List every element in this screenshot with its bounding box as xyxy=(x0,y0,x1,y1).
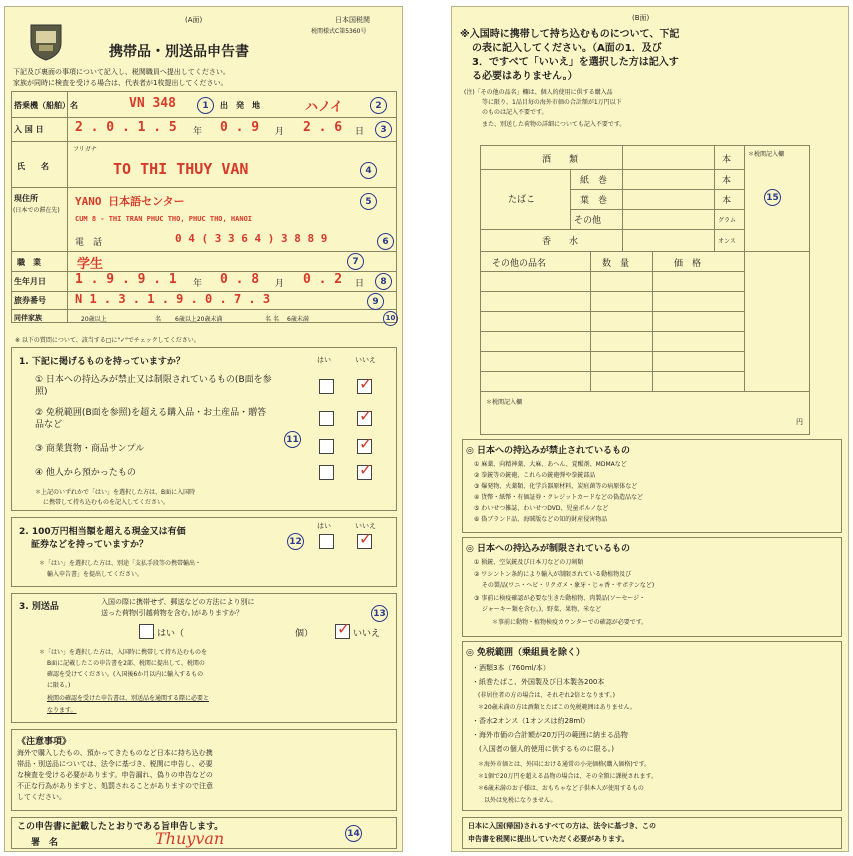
q1-2-yes-checkbox[interactable] xyxy=(319,411,334,426)
question-intro: ※ 以下の質問について、該当する□に"✓"でチェックしてください。 xyxy=(15,337,200,344)
q1-no-header: いいえ xyxy=(355,356,376,364)
family-label: 同伴家族 xyxy=(14,314,42,322)
q1-4-no-checkbox[interactable] xyxy=(357,460,373,480)
marker-14: 14 xyxy=(345,825,362,842)
flight-value: VN 348 xyxy=(129,96,176,111)
family-u6-label: 6歳未満 xyxy=(287,316,309,323)
entry-month: 0 . 9 xyxy=(220,120,260,135)
q3-note-4: に限る。) xyxy=(47,682,71,689)
marker-13: 13 xyxy=(371,605,388,622)
col-other-name: その他の品名 xyxy=(492,259,547,269)
dutyfree-title: ◎ 免税範囲（乗組員を除く） xyxy=(466,648,585,658)
q1-yes-header: はい xyxy=(317,356,331,364)
q2-note-2: 輸入申告書」を提出してください。 xyxy=(47,571,144,578)
q3-title: 3. 別送品 xyxy=(19,602,59,612)
q1-1-yes-checkbox[interactable] xyxy=(319,379,334,394)
q3-note-6: なります。 xyxy=(47,707,77,714)
marker-7: 7 xyxy=(347,253,364,270)
marker-2: 2 xyxy=(370,97,387,114)
address-sub: (日本での滞在先) xyxy=(13,207,60,214)
entry-date-label: 入 国 日 xyxy=(14,125,44,134)
caution-line-4: 不正な行為がありますと、処罰されることがありますので注意 xyxy=(17,782,213,790)
form-title: 携帯品・別送品申告書 xyxy=(109,44,249,60)
phone-label: 電 話 xyxy=(75,238,103,248)
row-other-tobacco-unit: グラム xyxy=(718,217,736,224)
origin-value: ハノイ xyxy=(305,100,343,115)
prohibited-title: ◎ 日本への持込みが禁止されているもの xyxy=(466,446,630,456)
q2-title-1: 2. 100万円相当額を超える現金又は有価 xyxy=(19,527,186,537)
b-head-3: 3．ですべて「いいえ」を選択した方は記入す xyxy=(472,57,679,68)
marker-6: 6 xyxy=(377,233,394,250)
q1-item-4: ④ 他人から預かったもの xyxy=(35,468,136,478)
restricted-title: ◎ 日本への持込みが制限されているもの xyxy=(466,544,630,554)
intro-line-1: 下記及び裏面の事項について記入し、税関職員へ提出してください。 xyxy=(13,68,230,76)
entry-year: 2 . 0 . 1 . 5 xyxy=(75,120,177,135)
q3-text-2: 送った荷物(引越荷物を含む。)がありますか？ xyxy=(101,609,243,617)
row-cigars: 葉 巻 xyxy=(580,196,608,206)
caution-title: 《注意事項》 xyxy=(17,737,72,747)
dutyfree-5: ・香水2オンス（1オンスは約28ml） xyxy=(472,717,590,725)
q1-item-2: ② 免税範囲(B面を参照)を超える購入品・お土産品・贈答品など xyxy=(35,408,267,430)
declaration-side-a xyxy=(4,6,403,852)
restricted-5: ジャーキー類を含む。)、野菜、果物、米など xyxy=(474,606,602,613)
entry-year-unit: 年 xyxy=(193,127,203,137)
q3-no-label: いいえ xyxy=(353,629,381,639)
family-6-20-label: 6歳以上20歳未満 xyxy=(175,316,223,323)
q2-title-2: 証券などを持っていますか？ xyxy=(31,540,149,550)
q1-note-2: に携帯して持ち込むものを記入してください。 xyxy=(43,499,170,506)
b-note-2: 等に限り、1品目毎の海外市価の合計額が1万円以下 xyxy=(482,99,622,106)
job-value: 学生 xyxy=(77,257,104,272)
dob-year-unit: 年 xyxy=(193,279,203,289)
name-label: 氏 名 xyxy=(17,162,49,171)
caution-line-5: してください。 xyxy=(17,793,66,801)
dob-label: 生年月日 xyxy=(14,277,46,286)
dutyfree-2: ・紙巻たばこ、外国製及び日本製各200本 xyxy=(472,678,605,686)
dob-year: 1 . 9 . 9 . 1 xyxy=(75,272,177,287)
prohibited-2: ② 拳銃等の銃砲、これらの銃砲弾や拳銃部品 xyxy=(474,472,596,479)
q2-no-header: いいえ xyxy=(355,522,376,530)
intro-line-2: 家族が同時に検査を受ける場合は、代表者が1枚提出してください。 xyxy=(13,79,228,87)
dob-day-unit: 日 xyxy=(355,279,365,289)
marker-11: 11 xyxy=(284,431,301,448)
customs-col-label: ＊税関記入欄 xyxy=(748,151,785,158)
dutyfree-9: ＊1個で20万円を超える品物の場合は、その全額に課税されます。 xyxy=(472,773,657,780)
q1-2-no-checkbox[interactable] xyxy=(357,406,373,426)
dob-month: 0 . 8 xyxy=(220,272,260,287)
q1-item-3: ③ 商業貨物・商品サンプル xyxy=(35,444,145,454)
issuer: 日本国税関 xyxy=(335,16,370,24)
b-head-2: の表に記入してください。（A面の1．及び xyxy=(472,43,662,54)
footer-line-1: 日本に入国(帰国)されるすべての方は、法令に基づき、この xyxy=(468,822,656,830)
caution-line-2: 帯品・別送品については、法令に基づき、税関に申告し、必要 xyxy=(17,760,213,768)
prohibited-6: ⑥ 偽ブランド品、海賊版などの知的財産侵害物品 xyxy=(474,516,608,523)
b-note-4: また、別送した荷物の詳細についても記入不要です。 xyxy=(482,121,626,128)
marker-3: 3 xyxy=(375,121,392,138)
q3-note-3: 確認を受けてください。(入国後6か月以内に輸入するもの xyxy=(47,671,204,678)
q1-3-yes-checkbox[interactable] xyxy=(319,439,334,454)
row-cigarettes: 紙 巻 xyxy=(580,176,608,186)
b-head-1: ※入国時に携帯して持ち込むものについて、下記 xyxy=(460,29,680,40)
q2-no-checkbox[interactable] xyxy=(357,529,373,549)
declaration-text: この申告書に記載したとおりである旨申告します。 xyxy=(17,822,224,832)
dutyfree-4: ＊20歳未満の方は酒類とたばこの免税範囲はありません。 xyxy=(472,704,636,711)
customs-bottom-label: ＊税関記入欄 xyxy=(486,399,523,406)
caution-line-1: 海外で購入したもの、預かってきたものなど日本に持ち込む携 xyxy=(17,749,213,757)
entry-day: 2 . 6 xyxy=(303,120,343,135)
furigana-label: フリガナ xyxy=(73,146,97,153)
marker-12: 12 xyxy=(287,533,304,550)
caution-line-3: な検査を受ける必要があります。申告漏れ、偽りの申告などの xyxy=(17,771,213,779)
marker-8: 8 xyxy=(375,273,392,290)
dutyfree-8: ＊海外市価とは、外国における通常の小売価格(購入価格)です。 xyxy=(472,761,651,768)
row-alcohol: 酒 類 xyxy=(542,155,579,165)
entry-month-unit: 月 xyxy=(275,127,285,137)
q1-4-yes-checkbox[interactable] xyxy=(319,465,334,480)
dob-month-unit: 月 xyxy=(275,279,285,289)
dutyfree-1: ・酒類3本（760ml/本） xyxy=(472,664,550,672)
q3-note-1: ＊「はい」を選択した方は、入国時に携帯して持ち込むものを xyxy=(39,649,208,656)
checkmark-icon: ✓ xyxy=(337,619,351,638)
b-note-1: (注)「その他の品名」欄は、個人的使用に供する購入品 xyxy=(464,89,613,96)
passport-label: 旅券番号 xyxy=(14,296,46,305)
footer-line-2: 申告書を税関に提出していただく必要があります。 xyxy=(468,835,629,843)
family-20-unit: 名 xyxy=(155,316,162,323)
checkmark-icon: ✓ xyxy=(359,406,373,425)
address-line-2: CUM 8 - THI TRAN PHUC THO, PHUC THO, HANOI xyxy=(75,215,253,223)
dutyfree-7: (入国者の個人的使用に供するものに限る。) xyxy=(472,745,614,753)
b-head-4: る必要はありません。） xyxy=(472,71,578,82)
b-note-3: のものは記入不要です。 xyxy=(482,109,548,116)
origin-label: 出 発 地 xyxy=(220,101,260,110)
dutyfree-3: (非居住者の方の場合は、それぞれ2倍となります。) xyxy=(472,692,616,699)
job-label: 職 業 xyxy=(17,258,41,267)
q2-yes-checkbox[interactable] xyxy=(319,534,334,549)
restricted-1: ① 猟銃、空気銃及び日本刀などの刀剣類 xyxy=(474,559,584,566)
marker-4: 4 xyxy=(360,162,377,179)
customs-emblem-icon xyxy=(29,21,63,61)
yen-label: 円 xyxy=(796,418,803,426)
q1-3-no-checkbox[interactable] xyxy=(357,434,373,454)
prohibited-1: ① 麻薬、向精神薬、大麻、あへん、覚醒剤、MDMAなど xyxy=(474,461,627,468)
signature-label: 署 名 xyxy=(31,838,59,848)
family-u6-unit: 名 xyxy=(273,316,280,323)
prohibited-3: ③ 爆発物、火薬類、化学兵器原材料、炭疽菌等の病原体など xyxy=(474,483,638,490)
row-alcohol-unit: 本 xyxy=(722,155,732,165)
signature: Thuyvan xyxy=(155,829,225,848)
restricted-2: ② ワシントン条約により輸入が制限されている動植物及び xyxy=(474,571,632,578)
dutyfree-6: ・海外市価の合計額が20万円の範囲に納まる品物 xyxy=(472,731,628,739)
checkmark-icon: ✓ xyxy=(359,434,373,453)
phone-value: 0 4 ( 3 3 6 4 ) 3 8 8 9 xyxy=(175,232,328,245)
restricted-6: ＊事前に動物・植物検疫カウンターでの確認が必要です。 xyxy=(474,619,648,626)
q3-text-1: 入国の際に携帯せず、郵送などの方法により別に xyxy=(101,598,255,606)
q1-item-1: ① 日本への持込みが禁止又は制限されているもの(B面を参照) xyxy=(35,375,272,397)
row-cigarettes-unit: 本 xyxy=(722,176,732,186)
q1-1-no-checkbox[interactable] xyxy=(357,374,373,394)
dutyfree-10: ＊6歳未満のお子様は、おもちゃなど子供本人が使用するもの xyxy=(472,785,644,792)
restricted-3: その製品(ワニ・ヘビ・リクガメ・象牙・じゃ香・サボテンなど) xyxy=(474,582,655,589)
checkmark-icon: ✓ xyxy=(359,529,373,548)
prohibited-4: ④ 貨幣・紙幣・有価証券・クレジットカードなどの偽造品など xyxy=(474,494,643,501)
side-label: (A面) xyxy=(185,16,203,24)
col-quantity: 数 量 xyxy=(602,259,630,269)
row-cigars-unit: 本 xyxy=(722,196,732,206)
col-price: 価 格 xyxy=(674,259,702,269)
side-label: (B面) xyxy=(632,14,650,22)
q3-note-5: 税関の確認を受けた申告書は、別送品を通関する際に必要と xyxy=(47,695,210,702)
marker-9: 9 xyxy=(367,293,384,310)
marker-15: 15 xyxy=(764,189,781,206)
name-value: TO THI THUY VAN xyxy=(113,160,249,178)
q3-note-2: B面に記載したこの申告書を2部、税関に提出して、税関の xyxy=(47,660,205,667)
checkmark-icon: ✓ xyxy=(359,460,373,479)
row-tobacco: たばこ xyxy=(508,195,536,205)
row-perfume: 香 水 xyxy=(542,237,579,247)
passport-value: N 1 . 3 . 1 . 9 . 0 . 7 . 3 xyxy=(75,292,271,306)
restricted-4: ③ 事前に検疫確認が必要な生きた動植物、肉製品(ソーセージ・ xyxy=(474,595,646,602)
address-label: 現住所 xyxy=(14,194,38,203)
marker-10: 10 xyxy=(383,311,398,326)
checkmark-icon: ✓ xyxy=(359,374,373,393)
family-6-20-unit: 名 xyxy=(265,316,272,323)
address-line-1: YANO 日本語センター xyxy=(75,195,185,208)
q2-note-1: ＊「はい」を選択した方は、別途「支払手段等の携帯輸出・ xyxy=(39,560,202,567)
q1-title: 1. 下記に掲げるものを持っていますか？ xyxy=(19,357,185,367)
marker-5: 5 xyxy=(360,193,377,210)
dutyfree-11: 以外は免税になりません。 xyxy=(472,797,557,804)
flight-label: 搭乗機（船舶）名 xyxy=(14,101,78,110)
q3-yes-checkbox[interactable] xyxy=(139,624,154,639)
row-other-tobacco: その他 xyxy=(574,216,602,226)
family-20-label: 20歳以上 xyxy=(81,316,107,323)
declaration-side-b xyxy=(451,6,849,852)
marker-1: 1 xyxy=(197,97,214,114)
prohibited-5: ⑤ わいせつ雑誌、わいせつDVD、児童ポルノなど xyxy=(474,505,609,512)
q3-yes-label: はい（ xyxy=(157,629,185,639)
entry-day-unit: 日 xyxy=(355,127,365,137)
q2-yes-header: はい xyxy=(317,522,331,530)
q3-pieces-label: 個） xyxy=(295,629,314,639)
form-number: 税関様式C第5360号 xyxy=(311,28,367,35)
q1-note-1: ＊上記のいずれかで「はい」を選択した方は、B面に入国時 xyxy=(35,489,196,496)
row-perfume-unit: オンス xyxy=(718,238,736,245)
q3-no-checkbox[interactable] xyxy=(335,619,351,639)
dob-day: 0 . 2 xyxy=(303,272,343,287)
